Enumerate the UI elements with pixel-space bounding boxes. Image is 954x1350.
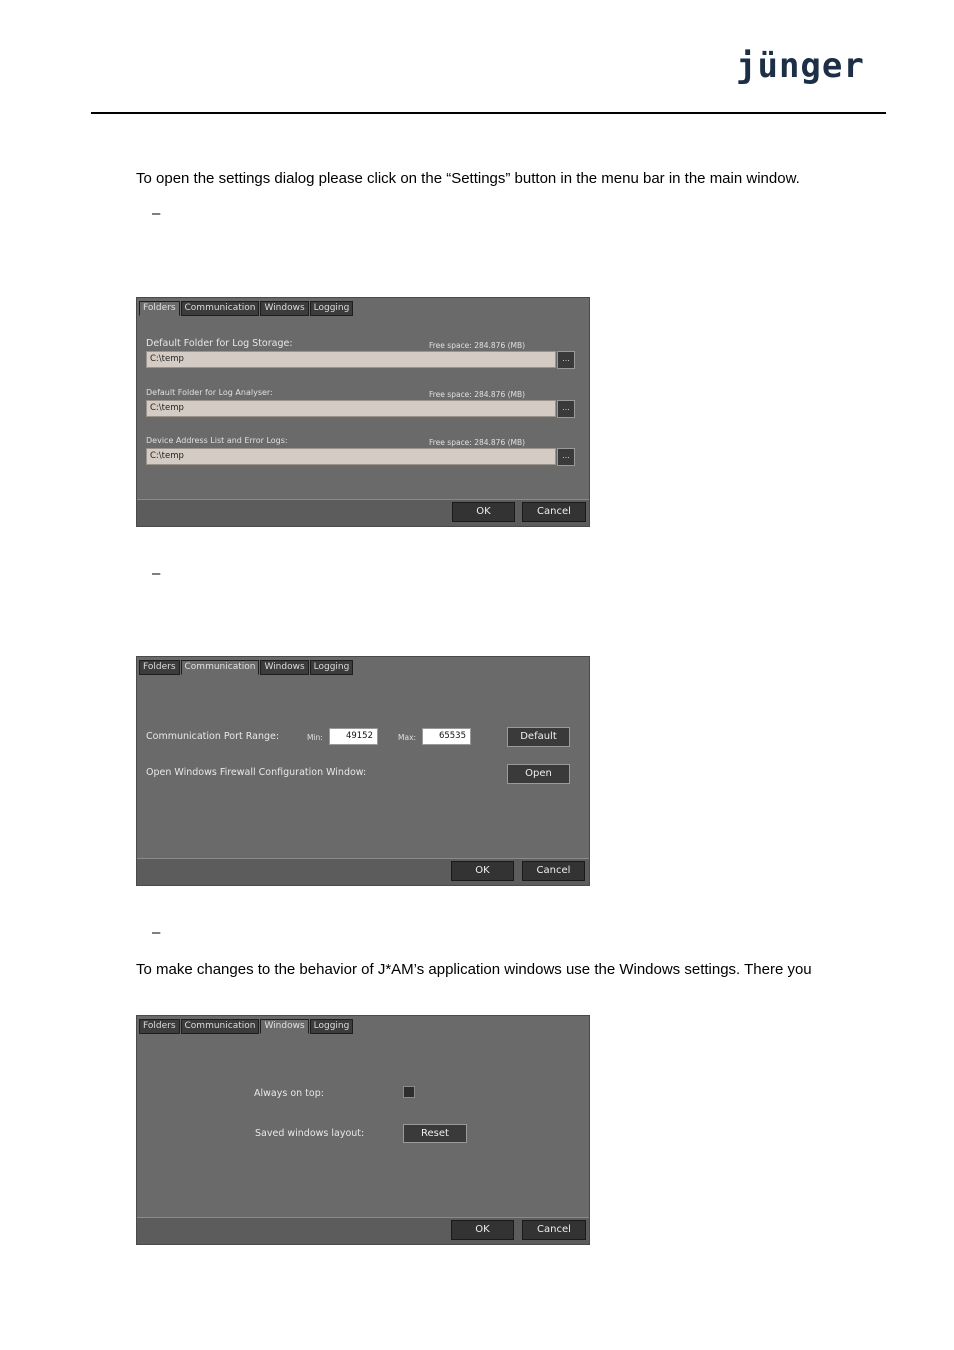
tab-logging[interactable]: Logging (310, 1019, 354, 1034)
min-label: Min: (307, 733, 323, 742)
open-firewall-button[interactable]: Open (507, 764, 570, 784)
device-address-path-input[interactable]: C:\temp (146, 448, 556, 465)
min-port-input[interactable]: 49152 (329, 728, 378, 745)
cancel-button[interactable]: Cancel (522, 1220, 586, 1240)
always-on-top-label: Always on top: (254, 1088, 324, 1099)
cancel-button[interactable]: Cancel (522, 861, 585, 881)
ok-button[interactable]: OK (451, 861, 514, 881)
dialog-footer (137, 499, 589, 526)
settings-dialog-communication (136, 656, 590, 886)
tab-windows[interactable]: Windows (260, 301, 308, 316)
tab-bar (139, 301, 354, 316)
header-rule (91, 112, 886, 114)
tab-communication[interactable]: Communication (181, 660, 260, 675)
max-label: Max: (398, 733, 417, 742)
intro-text: To open the settings dialog please click on the “Settings” button in the menu bar in the main window. (136, 170, 800, 187)
saved-layout-label: Saved windows layout: (255, 1128, 365, 1139)
default-button[interactable]: Default (507, 727, 570, 747)
port-range-label: Communication Port Range: (146, 731, 280, 742)
firewall-label: Open Windows Firewall Configuration Window: (146, 767, 367, 778)
always-on-top-checkbox[interactable] (403, 1086, 415, 1098)
dialog-footer (137, 1217, 589, 1244)
tab-folders[interactable]: Folders (139, 301, 180, 316)
log-analyser-free-space: Free space: 284.876 (MB) (429, 390, 526, 399)
log-analyser-label: Default Folder for Log Analyser: (146, 388, 273, 397)
tab-communication[interactable]: Communication (181, 301, 260, 316)
bullet-dash: – (152, 205, 161, 222)
tab-logging[interactable]: Logging (310, 660, 354, 675)
tab-folders[interactable]: Folders (139, 660, 180, 675)
bullet-dash: – (152, 924, 161, 941)
tab-folders[interactable]: Folders (139, 1019, 180, 1034)
windows-intro-text: To make changes to the behavior of J*AM’s application windows use the Windows settings. There you (136, 961, 812, 978)
tab-bar (139, 660, 354, 675)
junger-logo: jünger (736, 46, 865, 86)
log-analyser-browse-button[interactable]: ... (557, 400, 575, 418)
tab-windows[interactable]: Windows (260, 660, 308, 675)
ok-button[interactable]: OK (451, 1220, 514, 1240)
device-address-label: Device Address List and Error Logs: (146, 436, 288, 445)
device-address-free-space: Free space: 284.876 (MB) (429, 438, 526, 447)
reset-layout-button[interactable]: Reset (403, 1124, 467, 1143)
settings-dialog-windows (136, 1015, 590, 1245)
bullet-dash: – (152, 565, 161, 582)
settings-dialog-folders (136, 297, 590, 527)
log-analyser-path-input[interactable]: C:\temp (146, 400, 556, 417)
log-storage-browse-button[interactable]: ... (557, 351, 575, 369)
log-storage-path-input[interactable]: C:\temp (146, 351, 556, 368)
log-storage-label: Default Folder for Log Storage: (146, 338, 293, 349)
tab-windows[interactable]: Windows (260, 1019, 308, 1034)
cancel-button[interactable]: Cancel (522, 502, 586, 522)
log-storage-free-space: Free space: 284.876 (MB) (429, 341, 526, 350)
max-port-input[interactable]: 65535 (422, 728, 471, 745)
tab-communication[interactable]: Communication (181, 1019, 260, 1034)
ok-button[interactable]: OK (452, 502, 515, 522)
dialog-footer (137, 858, 589, 885)
tab-bar (139, 1019, 354, 1034)
device-address-browse-button[interactable]: ... (557, 448, 575, 466)
tab-logging[interactable]: Logging (310, 301, 354, 316)
